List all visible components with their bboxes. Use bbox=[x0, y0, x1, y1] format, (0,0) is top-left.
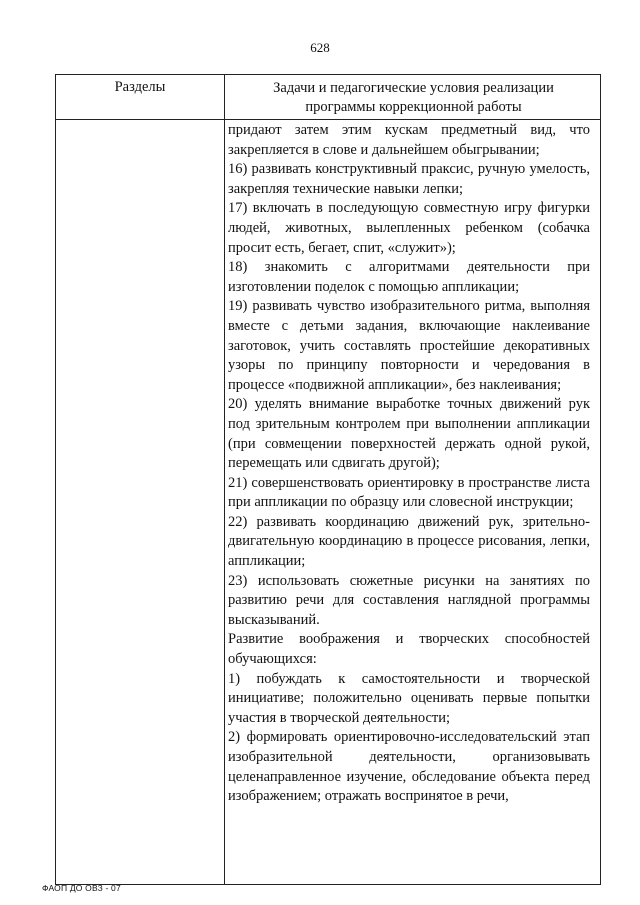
column-divider bbox=[224, 75, 225, 884]
paragraph: 2) формировать ориентировочно-исследовательский этап изобразительной деятельности, организовывать целенаправленное изучение, обследование объекта перед изображением; отражать воспринятое в речи, bbox=[228, 729, 590, 805]
paragraph: 17) включать в последующую совместную игру фигурки людей, животных, вылепленных ребенком (собачка просит есть, бегает, спит, «служит»); bbox=[228, 200, 590, 256]
header-sections: Разделы bbox=[114, 79, 166, 95]
header-row-divider bbox=[56, 119, 600, 120]
paragraph: 22) развивать координацию движений рук, зрительно-двигательную координацию в процессе рисования, лепки, аппликации; bbox=[228, 513, 590, 570]
content-table bbox=[55, 74, 601, 885]
paragraph: 16) развивать конструктивный праксис, ручную умелость, закрепляя технические навыки лепки; bbox=[228, 161, 590, 197]
page-number: 628 bbox=[310, 40, 330, 55]
paragraph: 1) побуждать к самостоятельности и творческой инициативе; положительно оценивать первые попытки участия в творческой деятельности; bbox=[228, 670, 590, 726]
paragraph: 23) использовать сюжетные рисунки на занятиях по развитию речи для составления наглядной программы высказываний. bbox=[228, 572, 590, 628]
paragraph: придают затем этим кускам предметный вид, что закрепляется в слове и дальнейшем обыгрывании; bbox=[228, 122, 590, 158]
paragraph: 19) развивать чувство изобразительного ритма, выполняя вместе с детьми задания, включающие наклеивание заготовок, учить составлять простейшие декоративных узоры по принципу повторности и чередования в процессе «подвижной аппликации», без наклеивания; bbox=[228, 298, 590, 393]
paragraph: Развитие воображения и творческих способностей обучающихся: bbox=[228, 631, 590, 668]
paragraph: 20) уделять внимание выработке точных движений рук под зрительным контролем при выполнении аппликации (при совмещении поверхностей держать одной рукой, перемещать или сдвигать другой); bbox=[228, 396, 590, 472]
header-tasks bbox=[225, 79, 602, 117]
document-code-footer: ФАОП ДО ОВЗ - 07 bbox=[42, 883, 121, 893]
tasks-cell bbox=[228, 121, 590, 807]
paragraph: 21) совершенствовать ориентировку в пространстве листа при аппликации по образцу или словесной инструкции; bbox=[228, 474, 590, 511]
header-tasks-line1: Задачи и педагогические условия реализации bbox=[273, 80, 554, 96]
paragraph: 18) знакомить с алгоритмами деятельности при изготовлении поделок с помощью аппликации; bbox=[228, 259, 590, 295]
header-tasks-line2: программы коррекционной работы bbox=[305, 99, 522, 115]
